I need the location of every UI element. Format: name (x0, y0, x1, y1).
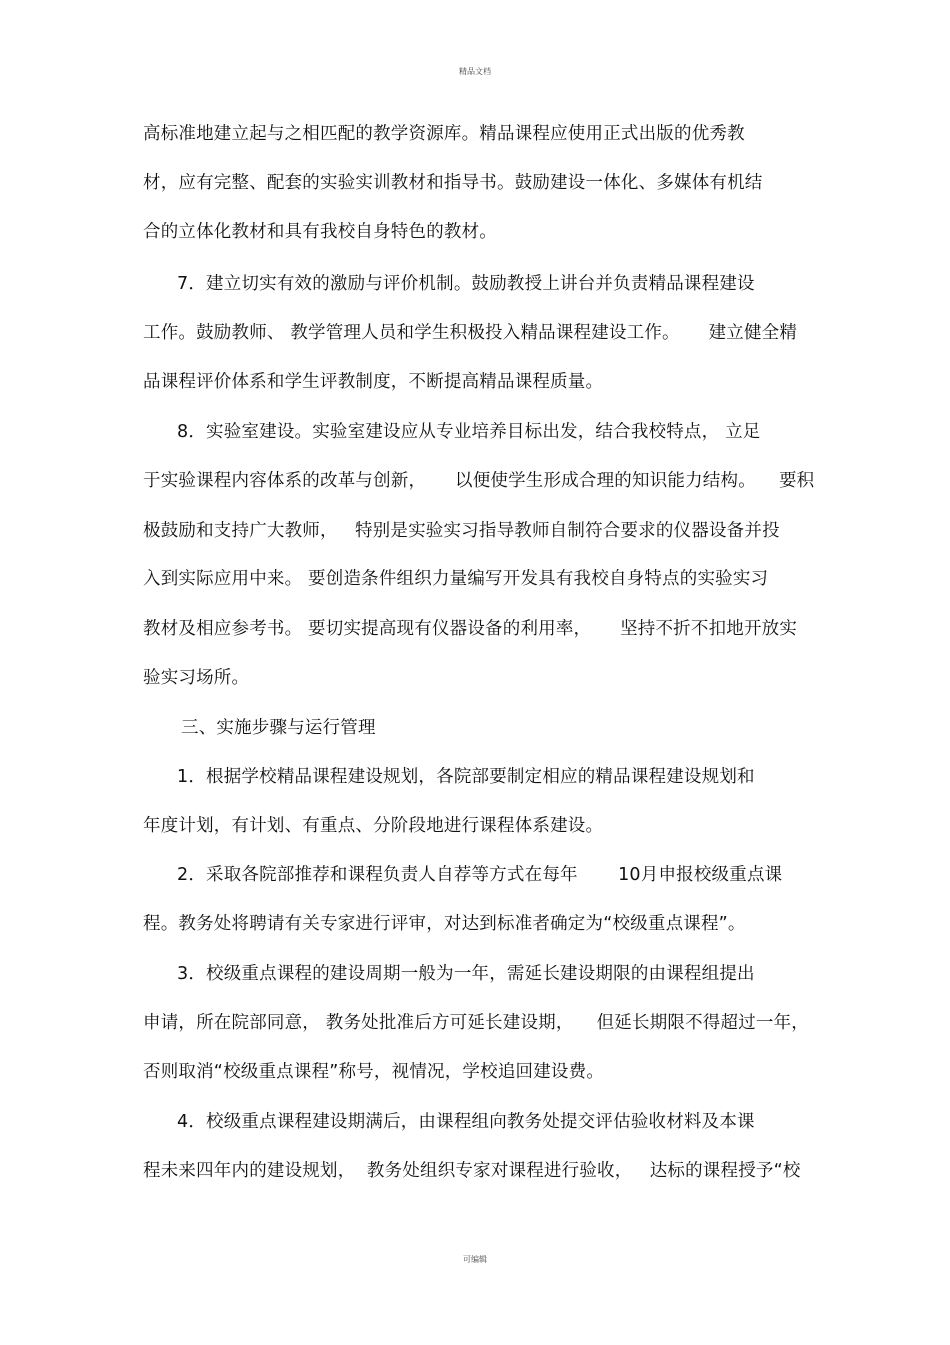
page-footer: 可编辑 (463, 1255, 487, 1264)
text-line: 程。教务处将聘请有关专家进行评审，对达到标准者确定为“校级重点课程”。 (143, 914, 746, 934)
text-line: 2．采取各院部推荐和课程负责人自荐等方式在每年 10月申报校级重点课 (177, 865, 783, 885)
text-line: 极鼓励和支持广大教师， 特别是实验实习指导教师自制符合要求的仪器设备并投 (143, 521, 780, 541)
text-line: 合的立体化教材和具有我校自身特色的教材。 (143, 222, 497, 242)
text-line: 程未来四年内的建设规划， 教务处组织专家对课程进行验收， 达标的课程授予“校 (143, 1161, 801, 1181)
text-line: 工作。鼓励教师、 教学管理人员和学生积极投入精品课程建设工作。 建立健全精 (143, 323, 798, 343)
section-heading: 三、实施步骤与运行管理 (181, 718, 376, 738)
text-line: 申请，所在院部同意， 教务处批准后方可延长建设期， 但延长期限不得超过一年， (143, 1013, 810, 1033)
text-line: 年度计划，有计划、有重点、分阶段地进行课程体系建设。 (143, 816, 604, 836)
text-line: 高标准地建立起与之相匹配的教学资源库。精品课程应使用正式出版的优秀教 (143, 124, 745, 144)
text-line: 4．校级重点课程建设期满后，由课程组向教务处提交评估验收材料及本课 (177, 1112, 755, 1132)
text-line: 验实习场所。 (143, 668, 250, 688)
text-line: 8．实验室建设。实验室建设应从专业培养目标出发，结合我校特点， 立足 (177, 422, 761, 442)
text-line: 入到实际应用中来。 要创造条件组织力量编写开发具有我校自身特点的实验实习 (143, 569, 769, 589)
text-line: 材，应有完整、配套的实验实训教材和指导书。鼓励建设一体化、多媒体有机结 (143, 173, 763, 193)
text-line: 否则取消“校级重点课程”称号，视情况，学校追回建设费。 (143, 1062, 605, 1082)
text-line: 1．根据学校精品课程建设规划，各院部要制定相应的精品课程建设规划和 (177, 767, 755, 787)
text-line: 3．校级重点课程的建设周期一般为一年，需延长建设期限的由课程组提出 (177, 964, 755, 984)
page-header: 精品文档 (459, 67, 491, 76)
text-line: 于实验课程内容体系的改革与创新， 以便使学生形成合理的知识能力结构。 要积 (143, 471, 815, 491)
text-line: 7．建立切实有效的激励与评价机制。鼓励教授上讲台并负责精品课程建设 (177, 274, 755, 294)
text-line: 教材及相应参考书。 要切实提高现有仪器设备的利用率， 坚持不折不扣地开放实 (143, 619, 798, 639)
text-line: 品课程评价体系和学生评教制度，不断提高精品课程质量。 (143, 372, 604, 392)
